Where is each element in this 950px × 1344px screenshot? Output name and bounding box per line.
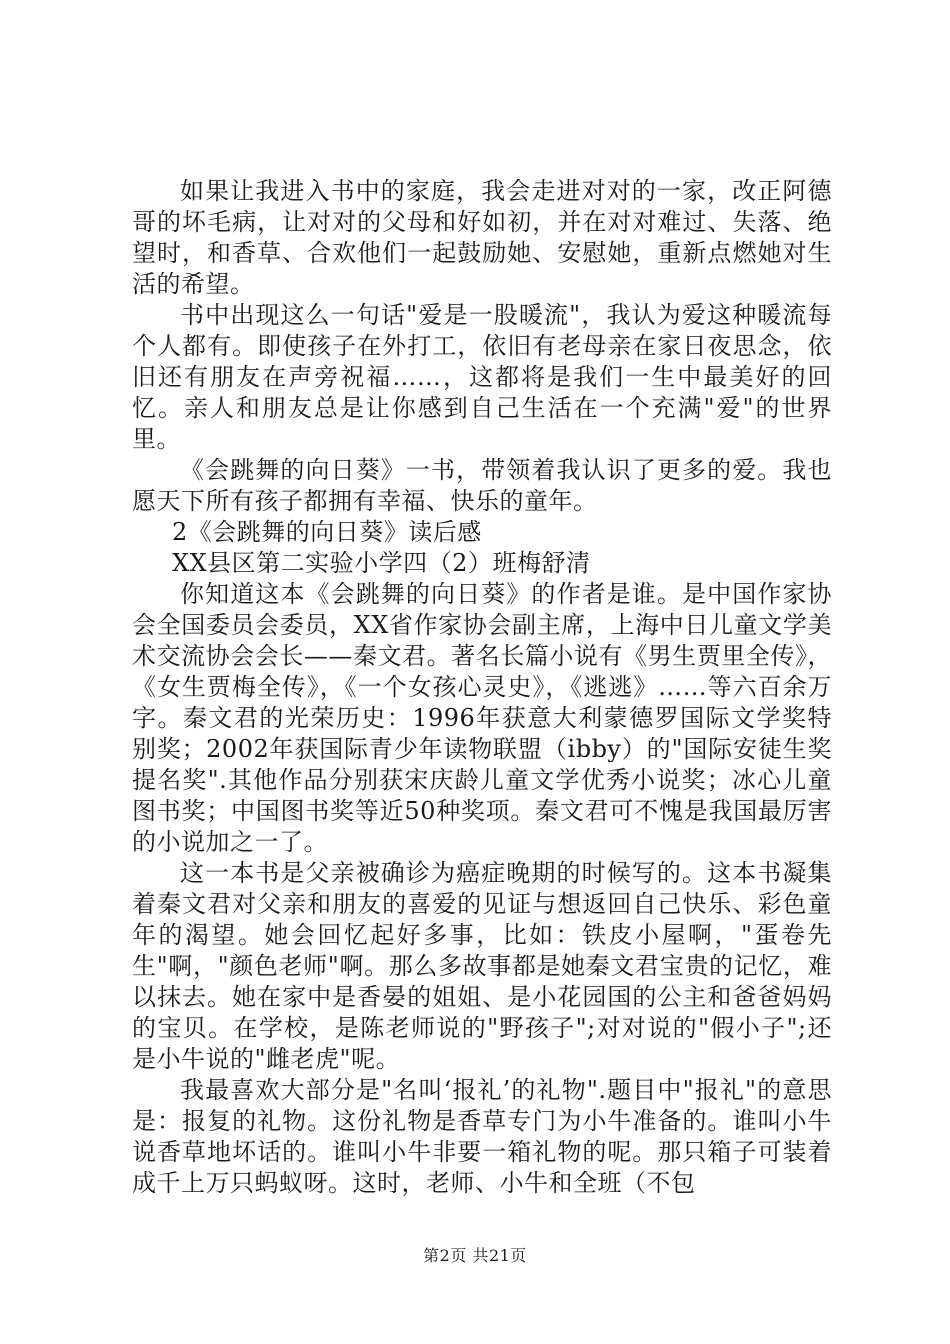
paragraph: 你知道这本《会跳舞的向日葵》的作者是谁。是中国作家协会全国委员会委员，XX省作家协会副主席，上海中日儿童文学美术交流协会会长——秦文君。著名长篇小说有《男生贾里全传》，《女生贾梅全传》，《一个女孩心灵史》，《逃逃》……等六百余万字。秦文君的光荣历史：1996年获意大利蒙德罗国际文学奖特别奖；2002年获国际青少年读物联盟（ibby）的"国际安徒生奖提名奖".其他作品分别获宋庆龄儿童文学优秀小说奖；冰心儿童图书奖；中国图书奖等近50种奖项。秦文君可不愧是我国最厉害的小说加之一了。 <box>132 580 832 856</box>
document-body <box>132 176 832 1199</box>
paragraph: 这一本书是父亲被确诊为癌症晚期的时候写的。这本书凝集着秦文君对父亲和朋友的喜爱的见证与想返回自己快乐、彩色童年的渴望。她会回忆起好多事，比如：铁皮小屋啊，"蛋卷先生"啊，"颜色老师"啊。那么多故事都是她秦文君宝贵的记忆，难以抹去。她在家中是香晏的姐姐、是小花园国的公主和爸爸妈妈的宝贝。在学校，是陈老师说的"野孩子";对对说的"假小子";还是小牛说的"雌老虎"呢。 <box>132 859 832 1073</box>
paragraph: 如果让我进入书中的家庭，我会走进对对的一家，改正阿德哥的坏毛病，让对对的父母和好如初，并在对对难过、失落、绝望时，和香草、合欢他们一起鼓励她、安慰她，重新点燃她对生活的希望。 <box>132 177 832 298</box>
paragraph: 我最喜欢大部分是"名叫‘报礼’的礼物".题目中"报礼"的意思是：报复的礼物。这份礼物是香草专门为小牛准备的。谁叫小牛说香草地坏话的。谁叫小牛非要一箱礼物的呢。那只箱子可装着成千上万只蚂蚁呀。这时，老师、小牛和全班（不包 <box>132 1076 832 1197</box>
essay-author: XX县区第二实验小学四（2）班梅舒清 <box>172 549 591 577</box>
essay-title: 2《会跳舞的向日葵》读后感 <box>172 518 482 546</box>
paragraph: 书中出现这么一句话"爱是一股暖流"，我认为爱这种暖流每个人都有。即使孩子在外打工，依旧有老母亲在家日夜思念，依旧还有朋友在声旁祝福……，这都将是我们一生中最美好的回忆。亲人和朋友总是让你感到自己生活在一个充满"爱"的世界里。 <box>132 301 832 453</box>
page-footer: 第2页 共21页 <box>423 1246 527 1265</box>
paragraph: 《会跳舞的向日葵》一书，带领着我认识了更多的爱。我也愿天下所有孩子都拥有幸福、快乐的童年。 <box>132 456 832 515</box>
